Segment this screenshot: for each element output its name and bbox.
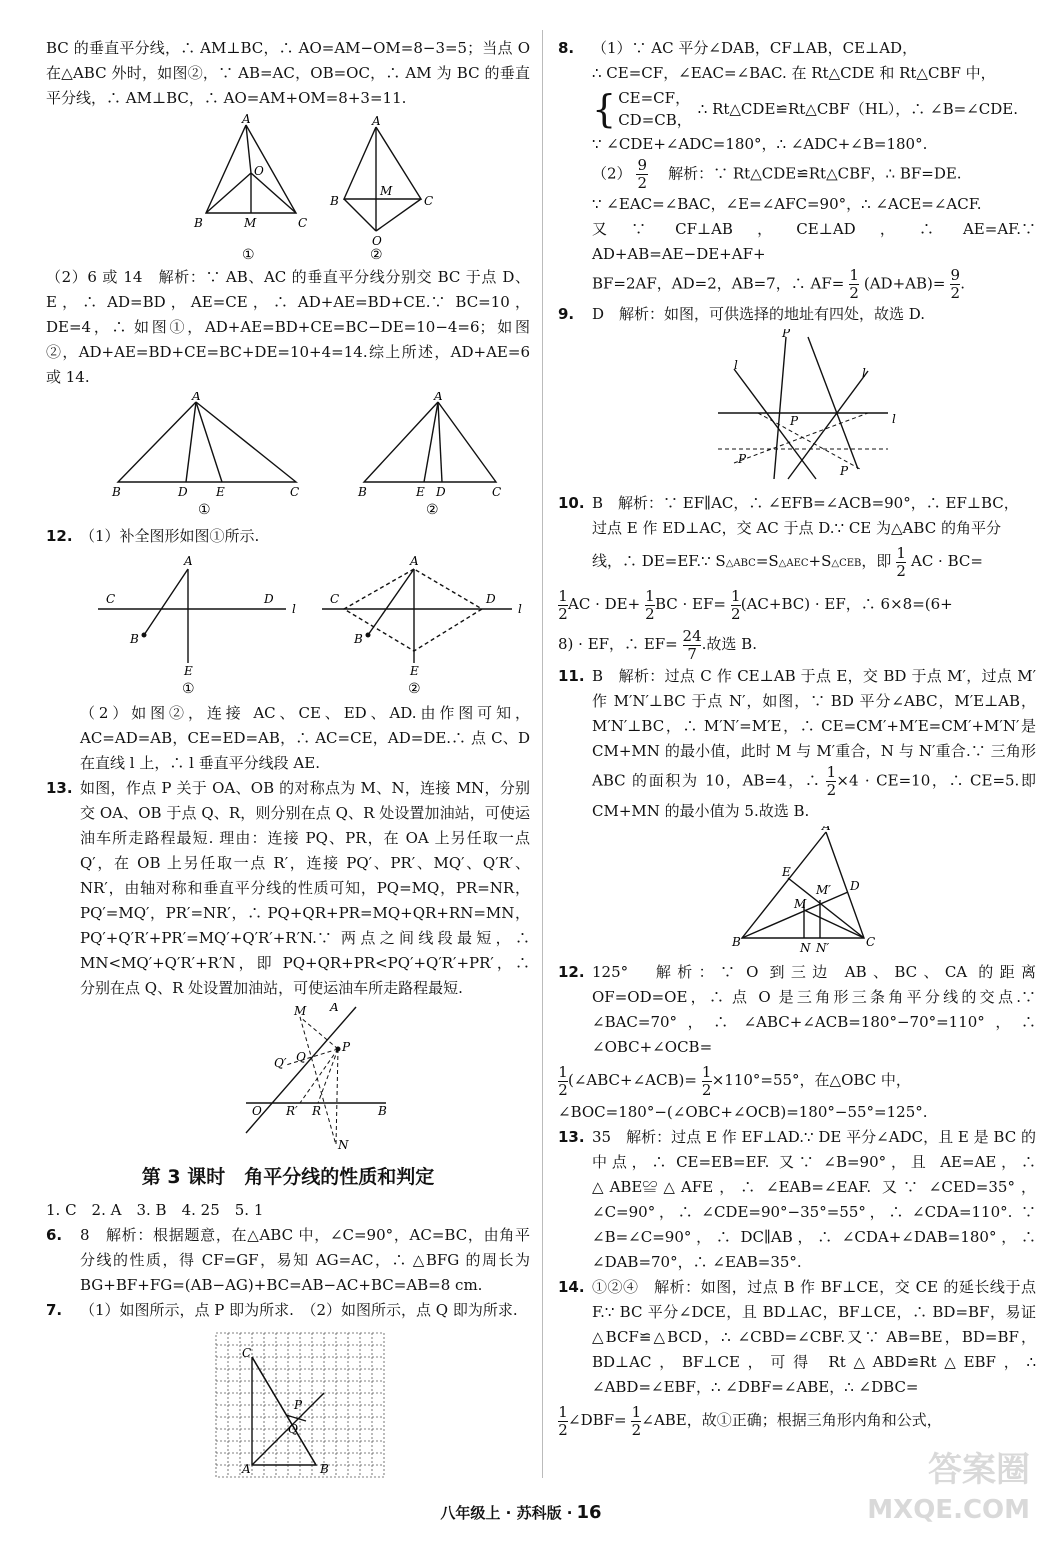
svg-text:l: l: [892, 412, 896, 426]
q7-number: 7.: [46, 1301, 63, 1319]
svg-text:B: B: [130, 632, 139, 646]
q12-half-den-1: 2: [558, 1080, 568, 1099]
q10-frac-num: 24: [682, 626, 702, 645]
svg-text:A: A: [372, 114, 381, 128]
svg-text:E: E: [410, 664, 419, 678]
question-14: [558, 1275, 1036, 1400]
svg-text:B: B: [194, 216, 203, 230]
q14-half-den-1: 2: [558, 1420, 568, 1439]
question-13-left: [46, 776, 530, 1001]
svg-text:P: P: [782, 329, 791, 340]
q8-part2-prefix: （2）: [592, 164, 632, 183]
q14-half-num-1: 1: [558, 1402, 568, 1421]
q10-half-den-4: 2: [730, 604, 741, 623]
svg-text:N: N: [338, 1138, 349, 1152]
svg-text:B: B: [378, 1104, 387, 1118]
q8-frac-num: 9: [637, 156, 648, 174]
q10-line5-pre: 8) · EF，∴ EF=: [558, 635, 678, 653]
question-12-right: [558, 960, 1036, 1060]
q10-frac-den: 7: [683, 645, 701, 663]
svg-text:E: E: [216, 485, 225, 499]
q10-half-num-2: 1: [558, 586, 568, 605]
q11-text-1: B 解析：过点 C 作 CE⊥AB 于点 E，交 BD 于点 M′，过点 M′作 M′N′⊥BC 于点 N′，如图，∵ BD 平分∠ABC，M′E⊥AB，M′N′⊥BC，∴ M′N′=M′E，∴ CE=CM′+M′E=CM′+M′N′是 CM+MN 的最小值，此时 M 与 M′重合，N 与 N′重合.∵ 三角形 ABC 的面积为 10，AB=4，∴: [592, 667, 1036, 790]
q14-tail-b: ∠ABE，故①正确；根据三角形内角和公式，: [641, 1411, 942, 1429]
figure-svg-7: [558, 826, 1036, 958]
q14-text: ①②④ 解析：如图，过点 B 作 BF⊥CE，交 CE 的延长线于点 F.∵ BC 平分∠DCE，且 BD⊥AC，BF⊥CE，∴ BD=BF，易证△BCF≌△BCD，∴ ∠CBD=∠CBF.又∵ AB=BE，BD=BF，BD⊥AC，BF⊥CE，可得 Rt△ABD≌Rt△EBF，∴ ∠ABD=∠EBF，∴ ∠DBF=∠ABE，∴ ∠DBC=: [592, 1278, 1036, 1396]
figure-triangles-de: [46, 392, 530, 522]
q13-right-number: 13.: [558, 1128, 585, 1146]
svg-text:M: M: [294, 1004, 307, 1018]
q10-line4-a: AC · DE+: [568, 595, 641, 613]
q12-right-number: 12.: [558, 963, 585, 981]
q8-result-num: 9: [950, 266, 960, 284]
svg-text:C: C: [298, 216, 308, 230]
q8-line-3: ∵ ∠CDE+∠ADC=180°，∴ ∠ADC+∠B=180°.: [592, 135, 928, 153]
q10-half-num-1: 1: [896, 543, 906, 562]
q11-half-num: 1: [826, 763, 837, 781]
question-10: [558, 491, 1036, 516]
q11-text: [592, 664, 1036, 824]
question-12-left: [46, 524, 530, 549]
question-9: [558, 302, 1036, 327]
q10-line-5: [558, 624, 1036, 664]
fig2-caption-2: ②: [426, 502, 439, 518]
q11-number: 11.: [558, 667, 585, 685]
svg-text:A: A: [242, 1462, 251, 1476]
svg-text:E: E: [416, 485, 425, 499]
q14-half-den-2: 2: [631, 1420, 642, 1439]
svg-text:B: B: [330, 194, 339, 208]
q8-line-2: ∴ CE=CF，∠EAC=∠BAC. 在 Rt△CDE 和 Rt△CBF 中，: [592, 64, 996, 82]
svg-text:C: C: [106, 592, 116, 606]
q10-number: 10.: [558, 494, 585, 512]
svg-text:Q: Q: [288, 1422, 298, 1436]
left-column: [46, 36, 530, 1487]
svg-text:N′: N′: [816, 941, 830, 955]
q10-line3-pre: 线，∴ DE=EF.∵ S: [592, 552, 726, 570]
column-divider: [542, 30, 543, 1478]
svg-text:O: O: [252, 1104, 262, 1118]
fig1-caption-2: ②: [370, 247, 383, 263]
svg-text:D: D: [264, 592, 274, 606]
svg-text:P: P: [738, 452, 747, 466]
figure-svg-2: [46, 392, 530, 522]
svg-text:P: P: [294, 1398, 303, 1412]
q14-tail: [558, 1400, 1036, 1440]
q8-line-1: （1）∵ AC 平分∠DAB，CF⊥AB，CE⊥AD，: [592, 39, 918, 57]
q8-half-den: 2: [849, 284, 859, 302]
q10-line-3: 线，∴ DE=EF.∵ S△ABC=S△AEC+S△CEB，即 $\frac{1}{2}$ AC · BC=: [592, 543, 983, 580]
q9-text: D 解析：如图，可供选择的地址有四处，故选 D.: [592, 305, 926, 323]
watermark-logo: [850, 1450, 1030, 1540]
q8-line-6: BF=2AF，AD=2，AB=7，∴ $AF= \frac{1}{2} (AD+AB)= \frac{9}{2}$.: [592, 266, 965, 302]
q11-half-den: 2: [826, 781, 837, 799]
svg-text:A: A: [330, 1003, 339, 1014]
q8-system-tail: ∴ Rt△CDE≌Rt△CBF（HL），∴ ∠B=∠CDE.: [697, 99, 1018, 118]
q9-number: 9.: [558, 305, 575, 323]
svg-text:C: C: [330, 592, 340, 606]
svg-text:C: C: [290, 485, 300, 499]
watermark-line-1: 答案圈: [928, 1450, 1030, 1490]
q8-part-2: [558, 157, 1036, 192]
q12-left-number: 12.: [46, 527, 73, 545]
svg-text:P: P: [840, 464, 849, 478]
svg-text:M: M: [244, 216, 257, 230]
q8-line6-mid: (AD+AB)=: [863, 274, 946, 293]
q10-line4-b: BC · EF=: [654, 595, 726, 613]
svg-text:l: l: [734, 358, 738, 372]
fig1-caption-1: ①: [242, 247, 255, 263]
svg-text:B: B: [358, 485, 367, 499]
svg-text:C: C: [242, 1346, 252, 1360]
svg-text:A: A: [434, 392, 443, 403]
q10-half-den-1: 2: [896, 561, 906, 580]
answers-line-1-5: 1. C 2. A 3. B 4. 25 5. 1: [46, 1201, 264, 1219]
q8-number: 8.: [558, 39, 575, 57]
watermark-line-2: MXQE.COM: [867, 1495, 1030, 1525]
right-column: [558, 36, 1036, 1440]
q12-left-text: （1）补全图形如图①所示.: [80, 527, 260, 545]
q8-line6-pre: BF=2AF，AD=2，AB=7，∴ AF=: [592, 274, 845, 293]
svg-text:P: P: [790, 414, 799, 428]
q13-left-number: 13.: [46, 779, 73, 797]
svg-text:M: M: [380, 184, 393, 198]
q13-left-text: 如图，作点 P 关于 OA、OB 的对称点为 M、N，连接 MN，分别交 OA、OB 于点 Q、R，则分别在点 Q、R 处设置加油站，可使运油车所走路程最短. 理由：连接 PQ、PR，在 OA 上另任取一点 Q′，在 OB 上另任取一点 R′，连接 PQ′、PR′、MQ′、Q′R′、NR′，由轴对称和垂直平分线的性质可知，PQ=MQ，PR=NR，PQ′=MQ′，PR′=NR′，∴ PQ+QR+PR=MQ+QR+RN=MN，PQ′+Q′R′+PR′=MQ′+Q′R′+R′N.∵ 两点之间线段最短，∴ MN<MQ′+Q′R′+R′N，即 PQ+QR+PR<PQ′+Q′R′+PR′，∴ 分别在点 Q、R 处设置加油站，可使运油车所走路程最短.: [80, 779, 530, 997]
paragraph-q2: （2）6 或 14 解析：∵ AB、AC 的垂直平分线分别交 BC 于点 D、E，∴ AD=BD，AE=CE，∴ AD+AE=BD+CE.∵ BC=10，DE=4，∴ 如图①，AD+AE=BD+CE=BC−DE=10−4=6；如图②，AD+AE=BD+CE=BC+DE=10+4=14.综上所述，AD+AE=6 或 14.: [46, 268, 530, 386]
svg-text:l: l: [518, 602, 522, 616]
svg-text:B: B: [732, 935, 741, 949]
svg-text:R: R: [312, 1104, 322, 1118]
svg-text:N: N: [800, 941, 811, 955]
q8-frac-den: 2: [637, 174, 648, 192]
svg-text:D: D: [486, 592, 496, 606]
q10-line3-tail: AC · BC=: [910, 552, 983, 570]
svg-text:E: E: [782, 865, 791, 879]
fig3-caption-2: ②: [408, 681, 421, 697]
svg-text:B: B: [354, 632, 363, 646]
q8-half-num: 1: [849, 266, 859, 284]
figure-perpendicular: [46, 551, 530, 699]
q8-line-4: ∵ ∠EAC=∠BAC，∠E=∠AFC=90°，∴ ∠ACE=∠ACF.: [592, 195, 982, 213]
q8-result-den: 2: [950, 284, 960, 302]
footer-text: 八年级上 · 苏科版 ·: [440, 1504, 573, 1522]
svg-text:C: C: [866, 935, 876, 949]
q12-right-text-3: ×110°=55°，在△OBC 中，: [711, 1071, 911, 1089]
q12-half-num-1: 1: [558, 1062, 568, 1081]
q13-right-text: 35 解析：过点 E 作 EF⊥AD.∵ DE 平分∠ADC，且 E 是 BC 的中点，∴ CE=EB=EF. 又∵ ∠B=90°，且 AE=AE，∴ △ABE≌△AFE，∴ ∠EAB=∠EAF. 又∵ ∠CED=35°，∠C=90°，∴ ∠CDE=90°−35°=55°，∴ ∠CDA=110°. ∵ ∠B=∠C=90°，∴ DC∥AB，∴ ∠CDA+∠DAB=180°，∴ ∠DAB=70°，∴ ∠EAB=35°.: [592, 1128, 1036, 1271]
q6-text: 8 解析：根据题意，在△ABC 中，∠C=90°，AC=BC，由角平分线的性质，得 CF=GF，易知 AG=AC，∴ △BFG 的周长为 BG+BF+FG=(AB−AG)+BC=AB−AC+BC=AB=8 cm.: [80, 1226, 530, 1294]
svg-text:Q′: Q′: [274, 1056, 287, 1070]
q8-line-5: 又∵ CF⊥AB，CE⊥AD，∴ AE=AF.∵ AD+AB=AE−DE+AF+: [592, 220, 1036, 263]
figure-svg-1: [46, 113, 530, 263]
svg-text:B: B: [112, 485, 121, 499]
svg-text:D: D: [850, 879, 860, 893]
figure-svg-4: [46, 1003, 530, 1153]
figure-gas-station: [46, 1003, 530, 1153]
fig3-caption-1: ①: [182, 681, 195, 697]
q11-text-2: CE=10，∴ CE=5.即 CM+MN 的最小值为 5.故选 B.: [592, 771, 1036, 820]
figure-triangle-mn: [558, 826, 1036, 958]
svg-text:M′: M′: [816, 883, 832, 897]
question-6: [46, 1223, 530, 1298]
q14-number: 14.: [558, 1278, 585, 1296]
q10-line-2: 过点 E 作 ED⊥AC，交 AC 于点 D.∵ CE 为△ABC 的角平分: [592, 519, 1001, 537]
svg-text:D: D: [436, 485, 446, 499]
figure-svg-6: [558, 329, 1036, 489]
fig2-caption-1: ①: [198, 502, 211, 518]
svg-text:O: O: [372, 234, 382, 248]
figure-three-lines: [558, 329, 1036, 489]
q10-line3-mid: ，即: [861, 552, 892, 570]
paragraph-q1-cont: BC 的垂直平分线，∴ AM⊥BC，∴ AO=AM−OM=8−3=5；当点 O 在△ABC 外时，如图②，∵ AB=AC，OB=OC，∴ AM 为 BC 的垂直平分线，∴ AM⊥BC，∴ AO=AM+OM=8+3=11.: [46, 39, 530, 107]
q12-half-den-2: 2: [701, 1080, 712, 1099]
page-number: 16: [576, 1502, 602, 1523]
section-title-lesson3: 第 3 课时 角平分线的性质和判定: [141, 1166, 435, 1188]
question-8: [558, 36, 1036, 61]
q8-part2-text: 解析：∵ Rt△CDE≌Rt△CBF，∴ BF=DE.: [653, 164, 962, 183]
figure-svg-5: [46, 1325, 530, 1485]
svg-text:l: l: [292, 602, 296, 616]
svg-text:E: E: [184, 664, 193, 678]
paragraph-q12-part2: （2）如图②，连接 AC、CE、ED、AD.由作图可知，AC=AD=AB，CE=ED=AB，∴ AC=CE，AD=DE.∴ 点 C、D 在直线 l 上，∴ l 垂直平分线段 AE.: [80, 704, 530, 772]
svg-text:A: A: [192, 392, 201, 403]
q12-right-text-2: (∠ABC+∠ACB)=: [568, 1071, 697, 1089]
q10-line-1: B 解析：∵ EF∥AC，∴ ∠EFB=∠ACB=90°，∴ EF⊥BC，: [592, 494, 1019, 512]
svg-text:R′: R′: [286, 1104, 298, 1118]
q12-right-line-4: ∠BOC=180°−(∠OBC+∠OCB)=180°−55°=125°.: [558, 1103, 928, 1121]
question-11: [558, 664, 1036, 824]
q11-text-1b: ×4 ·: [836, 771, 870, 790]
q14-tail-a: ∠DBF=: [568, 1411, 627, 1429]
svg-text:O: O: [254, 164, 264, 178]
figure-svg-3: [46, 551, 530, 699]
q12-half-num-2: 1: [701, 1062, 712, 1081]
svg-text:P: P: [342, 1040, 351, 1054]
svg-text:B: B: [320, 1462, 329, 1476]
svg-text:C: C: [492, 485, 502, 499]
svg-text:D: D: [178, 485, 188, 499]
q14-half-num-2: 1: [631, 1402, 642, 1421]
q12-right-text: [592, 960, 1036, 1060]
q12-right-text-1: 125° 解析：∵ O 到三边 AB、BC、CA 的距离 OF=OD=OE，∴ 点 O 是三角形三条角平分线的交点.∵ ∠BAC=70°，∴ ∠ABC+∠ACB=180°−70°=110°，∴ ∠OBC+∠OCB=: [592, 963, 1036, 1056]
svg-text:Q: Q: [296, 1050, 306, 1064]
q7-text: （1）如图所示，点 P 即为所求. （2）如图所示，点 Q 即为所求.: [80, 1301, 518, 1319]
svg-text:l: l: [862, 366, 866, 380]
svg-text:M: M: [794, 897, 807, 911]
question-13-right: [558, 1125, 1036, 1275]
question-7: [46, 1298, 530, 1323]
q10-half-num-4: 1: [730, 586, 741, 605]
q6-number: 6.: [46, 1226, 63, 1244]
q10-half-den-3: 2: [645, 604, 655, 623]
svg-text:A: A: [242, 113, 251, 126]
q10-line-4: [558, 584, 1036, 624]
figure-grid: [46, 1325, 530, 1485]
svg-text:A: A: [822, 826, 831, 833]
svg-text:C: C: [424, 194, 434, 208]
svg-text:A: A: [410, 554, 419, 568]
q8-system-eq-1: CE=CF，: [618, 89, 691, 107]
q12-right-line-frac: [558, 1060, 1036, 1100]
svg-text:A: A: [184, 554, 193, 568]
q8-system-eq-2: CD=CB，: [618, 111, 692, 129]
q10-half-num-3: 1: [645, 586, 655, 605]
q10-line4-c: (AC+BC) · EF，∴ 6×8=(6+: [740, 595, 953, 613]
q10-half-den-2: 2: [558, 604, 568, 623]
q8-system: { CE=CF， CD=CB， ∴ Rt△CDE≌Rt△CBF（HL），∴ ∠B=∠CDE.: [592, 87, 1018, 131]
q10-line5-tail: .故选 B.: [701, 635, 757, 653]
figure-triangles-o: [46, 113, 530, 263]
